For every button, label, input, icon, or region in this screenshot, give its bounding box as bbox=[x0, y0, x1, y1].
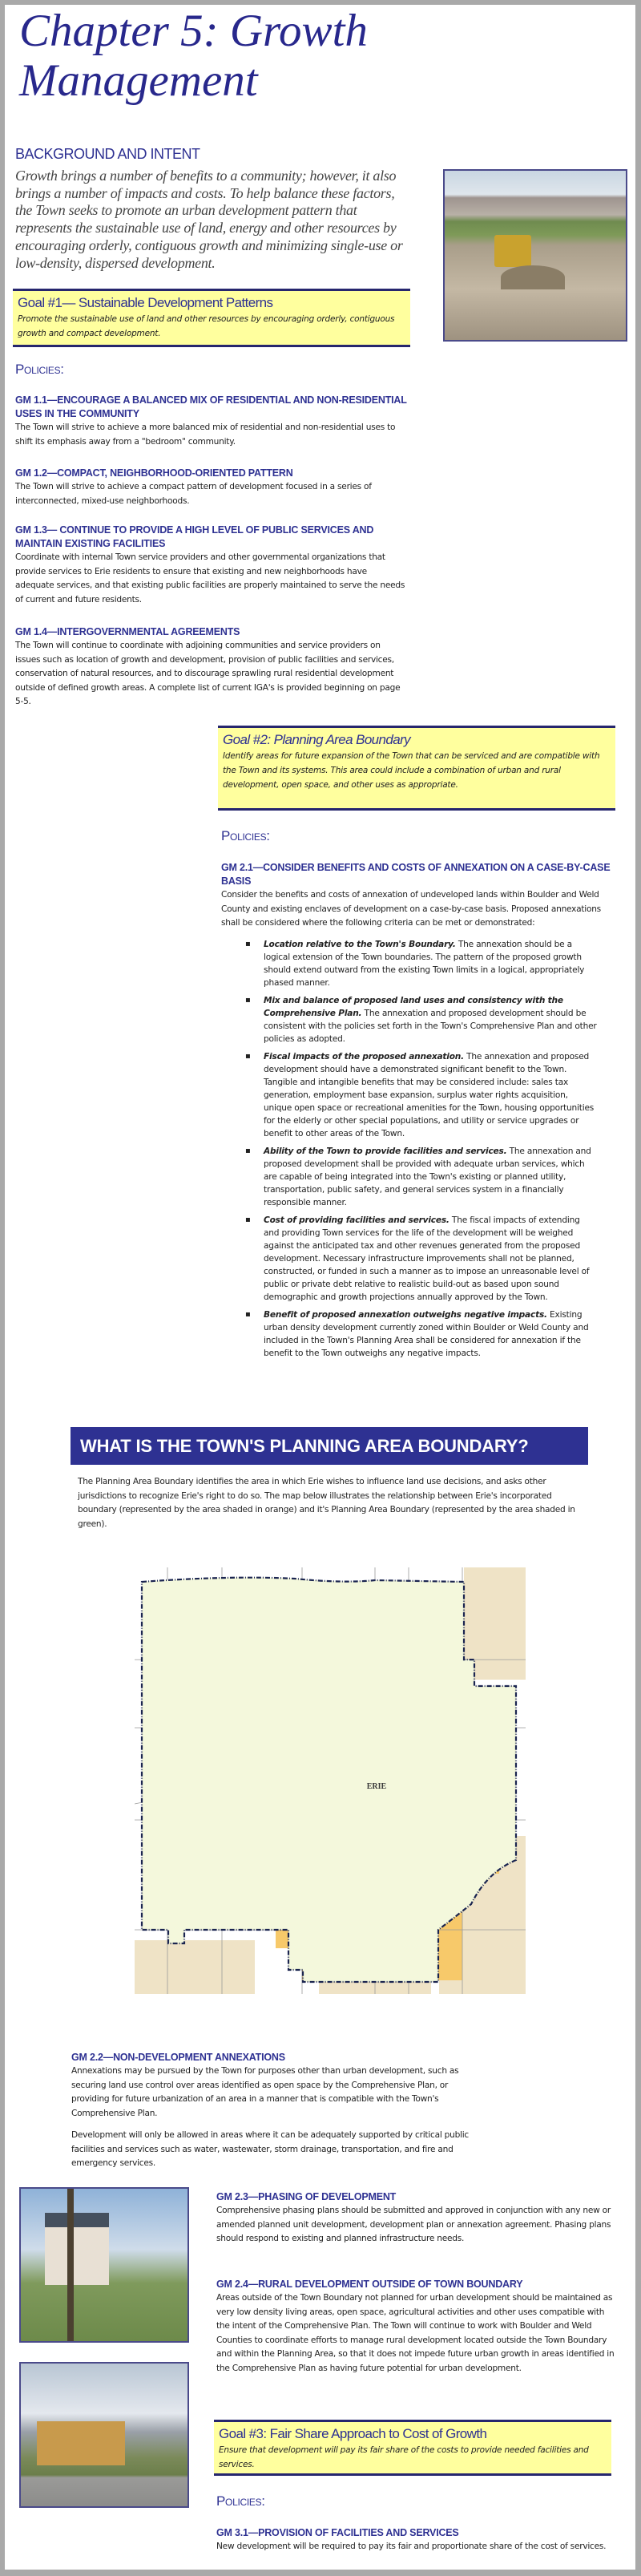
criteria-lead: Fiscal impacts of the proposed annexation. bbox=[264, 1051, 464, 1062]
criteria-text: Existing urban density development currently zoned within Boulder or Weld County and included in the Town's Planning Area shall be considered for annexation if the benefit to the Town outweighs any negative impacts. bbox=[264, 1309, 589, 1358]
policy-text: Comprehensive phasing plans should be submitted and approved in conjunction with any new or amended planned unit development, development plan or annexation agreement. Phasing plans should respond to existing and planned infrastructure needs. bbox=[216, 2206, 611, 2243]
criteria-lead: Ability of the Town to provide facilities and services. bbox=[264, 1146, 507, 1156]
tan-area bbox=[135, 1940, 255, 1994]
policy-heading: GM 2.2—NON-DEVELOPMENT ANNEXATIONS bbox=[71, 2052, 285, 2063]
criteria-item bbox=[245, 1308, 598, 1360]
criteria-text: The annexation should be a logical extension of the Town boundaries. The pattern of the proposed growth should extend outward from the existing Town limits in a logical, appropriately phased manner. bbox=[264, 939, 585, 988]
policy-text: The Town will continue to coordinate with adjoining communities and service providers on issues such as location of growth and development, provision of public facilities and services, conservation of natural resources, and to discourage sprawling rural residential development outside of defined growth areas. A complete list of current IGA's is provided beginning on page 5-5. bbox=[15, 641, 401, 706]
policy-text: Coordinate with internal Town service providers and other governmental organizations that provide services to Erie residents to ensure that existing and new neighborhoods have adequate services, and that existing public facilities are properly maintained to serve the needs of current and future residents. bbox=[15, 552, 405, 605]
policy-heading: GM 1.2—COMPACT, NEIGHBORHOOD-ORIENTED PATTERN bbox=[15, 467, 293, 479]
policy-gm-1-2 bbox=[15, 467, 408, 508]
erie-map-label: ERIE bbox=[366, 1782, 387, 1791]
policies-label-2: Policies: bbox=[221, 828, 270, 843]
policy-gm-2-1 bbox=[221, 861, 617, 1365]
farmhouse-image bbox=[45, 2225, 109, 2285]
criteria-text: The annexation and proposed development should be consistent with the policies set forth in the Town's Comprehensive Plan and other policies as adopted. bbox=[264, 1008, 597, 1044]
policy-text: Consider the benefits and costs of annexation of undeveloped lands within Boulder and Weld County and existing enclaves of development on a case-by-case basis. Proposed annexations shall be considered where the following criteria can be met or demonstrated: bbox=[221, 890, 601, 928]
policy-gm-3-1 bbox=[216, 2526, 617, 2554]
goal-2-box bbox=[218, 726, 615, 811]
policy-text: Areas outside of the Town Boundary not planned for urban development should be maintained as very low density living areas, open space, agricultural activities and other uses compatible with the intent of the Comprehensive Plan. The Town will continue to work with Boulder and Weld Counties to coordinate efforts to manage rural development located outside the Town Boundary and within the Planning Area, so that it does not impede future urban growth in areas identified in the Comprehensive Plan as having future potential for urban development. bbox=[216, 2293, 615, 2373]
goal-3-box bbox=[214, 2420, 611, 2476]
chapter-title bbox=[19, 6, 368, 106]
policy-gm-1-4 bbox=[15, 625, 408, 710]
policy-text: The Town will strive to achieve a more balanced mix of residential and non-residential uses to shift its emphasis away from a "bedroom" community. bbox=[15, 423, 396, 447]
criteria-lead: Location relative to the Town's Boundary. bbox=[264, 939, 456, 949]
goal-1-title: Goal #1— Sustainable Development Patterns bbox=[18, 295, 273, 310]
policy-text: New development will be required to pay its fair and proportionate share of the cost of services. bbox=[216, 2542, 607, 2551]
planning-area-text: The Planning Area Boundary identifies the area in which Erie wishes to influence land use decisions, and asks other jurisdictions to recognize Erie's right to do so. The map below illustrates the relationship between Erie's incorporated boundary (represented by the area shaded in orange) and it's Planning Area Boundary (represented by the area shaded in green). bbox=[78, 1477, 575, 1529]
planning-area-map bbox=[135, 1567, 526, 1994]
policy-gm-2-2 bbox=[71, 2051, 472, 2171]
criteria-item bbox=[245, 1145, 598, 1209]
policy-gm-2-3 bbox=[216, 2190, 617, 2246]
criteria-item bbox=[245, 938, 598, 989]
construction-photo bbox=[443, 169, 627, 342]
house-frame-image bbox=[37, 2421, 125, 2465]
policies-label-3: Policies: bbox=[216, 2493, 265, 2509]
document-page bbox=[5, 5, 635, 2570]
title-line-2: Management bbox=[19, 55, 258, 106]
criteria-text: The annexation and proposed development should have a demonstrated significant benefit to the Town. Tangible and intangible benefits that may be considered include: sales tax generation, employment base expansion, surplus water rights acquisition, unique open space or recreational amenities for the Town, housing opportunities for the elderly or other special populations, and utility or service upgrades or benefit to other areas of the Town. bbox=[264, 1051, 595, 1138]
policy-heading: GM 2.3—PHASING OF DEVELOPMENT bbox=[216, 2191, 397, 2202]
policy-heading: GM 1.4—INTERGOVERNMENTAL AGREEMENTS bbox=[15, 626, 240, 637]
policy-heading: GM 2.1—CONSIDER BENEFITS AND COSTS OF ANNEXATION ON A CASE-BY-CASE BASIS bbox=[221, 862, 611, 887]
background-heading: BACKGROUND AND INTENT bbox=[15, 146, 200, 162]
policy-text: The Town will strive to achieve a compact pattern of development focused in a series of interconnected, mixed-use neighborhoods. bbox=[15, 482, 372, 506]
policy-text: Annexations may be pursued by the Town for purposes other than urban development, such as securing land use control over areas identified as open space by the Comprehensive Plan, or providing for future urbanization of an area in a manner that is compatible with the Town's Comprehensive Plan. bbox=[71, 2066, 459, 2118]
annexation-criteria-list bbox=[245, 938, 598, 1360]
bulldozer-image bbox=[494, 235, 531, 267]
planning-area-banner: WHAT IS THE TOWN'S PLANNING AREA BOUNDARY? bbox=[71, 1427, 588, 1465]
policy-gm-1-1 bbox=[15, 394, 408, 449]
goal-1-box bbox=[13, 289, 410, 347]
policy-heading: GM 3.1—PROVISION OF FACILITIES AND SERVICES bbox=[216, 2527, 459, 2538]
criteria-item bbox=[245, 1050, 598, 1140]
tree-image bbox=[67, 2189, 74, 2343]
policy-heading: GM 1.1—ENCOURAGE A BALANCED MIX OF RESIDENTIAL AND NON-RESIDENTIAL USES IN THE COMMUNITY bbox=[15, 394, 407, 419]
policy-text: Development will only be allowed in areas where it can be adequately supported by critical public facilities and services such as water, wastewater, storm drainage, transportation, and fire and emergency services. bbox=[71, 2130, 470, 2168]
goal-2-text: Identify areas for future expansion of the Town that can be serviced and are compatible with the Town and its systems. This area could include a combination of urban and rural development, open space, and other uses as appropriate. bbox=[223, 751, 600, 790]
goal-1-text: Promote the sustainable use of land and other resources by encouraging orderly, contiguous growth and compact development. bbox=[18, 314, 395, 338]
policy-gm-2-4 bbox=[216, 2278, 617, 2376]
farmhouse-photo bbox=[19, 2187, 189, 2343]
roof-image bbox=[45, 2213, 109, 2227]
background-text: Growth brings a number of benefits to a community; however, it also brings a number of impacts and costs. To help balance these factors, the Town seeks to promote an urban development pattern that represents the sustainable use of land, energy and other resources by encouraging orderly, contiguous growth and minimizing single-use or low-density, dispersed development. bbox=[15, 168, 403, 271]
dirt-pile-image bbox=[501, 265, 565, 289]
criteria-item bbox=[245, 1214, 598, 1304]
criteria-lead: Mix and balance of proposed land uses and consistency with the Comprehensive Plan. bbox=[264, 995, 563, 1018]
new-construction-photo bbox=[19, 2362, 189, 2508]
policy-heading: GM 2.4—RURAL DEVELOPMENT OUTSIDE OF TOWN BOUNDARY bbox=[216, 2279, 523, 2290]
criteria-text: The annexation and proposed development shall be provided with adequate urban services, which are capable of being integrated into the Town's existing or planned utility, transportation, public safety, and general services system in a financially responsible manner. bbox=[264, 1146, 591, 1207]
title-line-1: Chapter 5: Growth bbox=[19, 6, 368, 56]
goal-2-title: Goal #2: Planning Area Boundary bbox=[223, 732, 411, 747]
goal-3-title: Goal #3: Fair Share Approach to Cost of Growth bbox=[219, 2426, 487, 2441]
criteria-text: The fiscal impacts of extending and providing Town services for the life of the development will be weighed against the anticipated tax and other revenues generated from the proposed development. Necessary infrastructure improvements shall not be planned, constructed, or funded in such a manner as to impose an unreasonable level of public or private debt relative to realistic build-out as based upon sound demographic and growth projections annually approved by the Town. bbox=[264, 1215, 590, 1302]
policies-label-1: Policies: bbox=[15, 362, 64, 377]
criteria-lead: Benefit of proposed annexation outweighs negative impacts. bbox=[264, 1309, 547, 1320]
policy-heading: GM 1.3— CONTINUE TO PROVIDE A HIGH LEVEL OF PUBLIC SERVICES AND MAINTAIN EXISTING FACILITIES bbox=[15, 524, 374, 549]
criteria-lead: Cost of providing facilities and services. bbox=[264, 1215, 450, 1225]
criteria-item bbox=[245, 994, 598, 1045]
goal-3-text: Ensure that development will pay its fair share of the costs to provide needed facilities and services. bbox=[219, 2445, 589, 2469]
policy-gm-1-3 bbox=[15, 524, 408, 607]
